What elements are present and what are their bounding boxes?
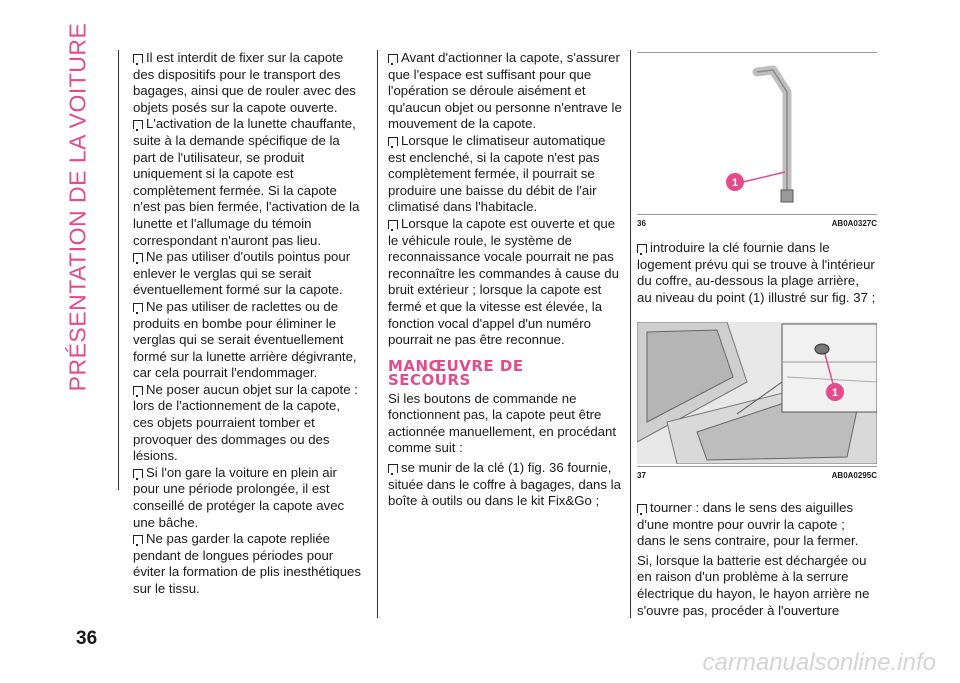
warning-bullet: Lorsque le climatiseur automatique est enclenché, si la capote n'est pas complètement fermée, il pourrait se produire une baisse du débit de l'air climatisé dans l'habitacle. [388, 132, 606, 215]
column-2 [388, 50, 622, 510]
figure-37 [637, 322, 877, 482]
warning-bullet: Ne pas garder la capote repliée pendant de longues périodes pour éviter la formation de plis inesthétiques sur le tissu. [133, 531, 361, 596]
warning-bullet: Avant d'actionner la capote, s'assurer que l'espace est suffisant pour que l'opération se déroule aisément et qu'aucun objet ou personne n'entrave le mouvement de la capote. [388, 50, 622, 132]
warning-icon [133, 535, 143, 544]
section-heading: MANŒUVRE DE SECOURS [388, 356, 524, 389]
warning-bullet: Lorsque la capote est ouverte et que le véhicule roule, le système de reconnaissance vocale pourrait ne pas reconnaître les commandes à cause du bruit extérieur ; lorsque la capote est fermé et que la vitesse est élevée, la fonction vocal d'appel d'un numéro pourrait ne pas être reconnue. [388, 215, 619, 348]
warning-icon [133, 120, 143, 129]
warning-icon [388, 54, 398, 63]
warning-bullet: Si l'on gare la voiture en plein air pour une période prolongée, il est conseillé de protéger la capote avec une bâche. [133, 464, 345, 530]
warning-icon [133, 469, 143, 478]
bullet-icon [388, 464, 398, 473]
warning-icon [133, 253, 143, 262]
key-illustration [637, 52, 877, 212]
watermark: carmanualsonline.info [702, 649, 936, 676]
bullet-icon [637, 244, 647, 253]
bullet-icon [637, 504, 647, 513]
warning-icon [133, 54, 143, 63]
section-title-vertical: PRÉSENTATION DE LA VOITURE [64, 22, 91, 392]
step-bullet: introduire la clé fournie dans le logement prévu qui se trouve à l'intérieur du coffre, au-dessous la plage arrière, au niveau du point (1) illustré sur fig. 37 ; [637, 240, 876, 305]
page-number: 36 [76, 628, 98, 649]
svg-text:1: 1 [831, 387, 839, 399]
margin-divider [118, 50, 119, 490]
warning-bullet: Il est interdit de fixer sur la capote des dispositifs pour le transport des bagages, ainsi que de rouler avec des objets posés sur la capote ouverte. [133, 50, 356, 115]
step-bullet: se munir de la clé (1) fig. 36 fournie, située dans le coffre à bagages, dans la boîte à outils ou dans le kit Fix&Go ; [388, 460, 621, 509]
warning-icon [133, 303, 143, 312]
column-divider-2 [630, 50, 631, 618]
intro-paragraph: Si les boutons de commande ne fonctionnent pas, la capote peut être actionnée manuellement, en procédant comme suit : [388, 390, 617, 456]
step-bullet: tourner : dans le sens des aiguilles d'une montre pour ouvrir la capote ; dans le sens contraire, pour la fermer. [637, 500, 859, 549]
figure-caption: 37 AB0A0295C [637, 468, 877, 482]
warning-icon [133, 386, 143, 395]
column-3-top [637, 240, 877, 306]
figure-caption: 36 AB0A0327C [637, 216, 877, 230]
figure-36 [637, 52, 877, 230]
warning-bullet: Ne poser aucun objet sur la capote : lors de l'actionnement de la capote, ces objets pourraient tomber et provoquer des dommages ou des lésions. [133, 381, 358, 464]
warning-bullet: Ne pas utiliser de raclettes ou de produits en bombe pour éliminer le verglas qui se serait éventuellement formé sur la lunette arrière dégivrante, car cela pourrait l'endommager. [133, 298, 357, 381]
svg-text:1: 1 [731, 177, 739, 189]
column-1 [133, 50, 363, 598]
column-3-bottom [637, 500, 877, 619]
warning-icon [388, 137, 398, 146]
trunk-illustration [637, 322, 877, 464]
warning-bullet: Ne pas utiliser d'outils pointus pour enlever le verglas qui se serait éventuellement formé sur la capote. [133, 249, 351, 298]
warning-icon [388, 220, 398, 229]
warning-bullet: L'activation de la lunette chauffante, suite à la demande spécifique de la part de l'utilisateur, se produit uniquement si la capote est complètement fermée. Si la capote n'est pas bien fermée, l'activation de la lunette et l'allumage du témoin correspondant n'auront pas lieu. [133, 116, 360, 248]
closing-paragraph: Si, lorsque la batterie est déchargée ou en raison d'un problème à la serrure électrique du hayon, le hayon arrière ne s'ouvre pas, procéder à l'ouverture [637, 552, 870, 618]
column-divider-1 [377, 50, 378, 618]
